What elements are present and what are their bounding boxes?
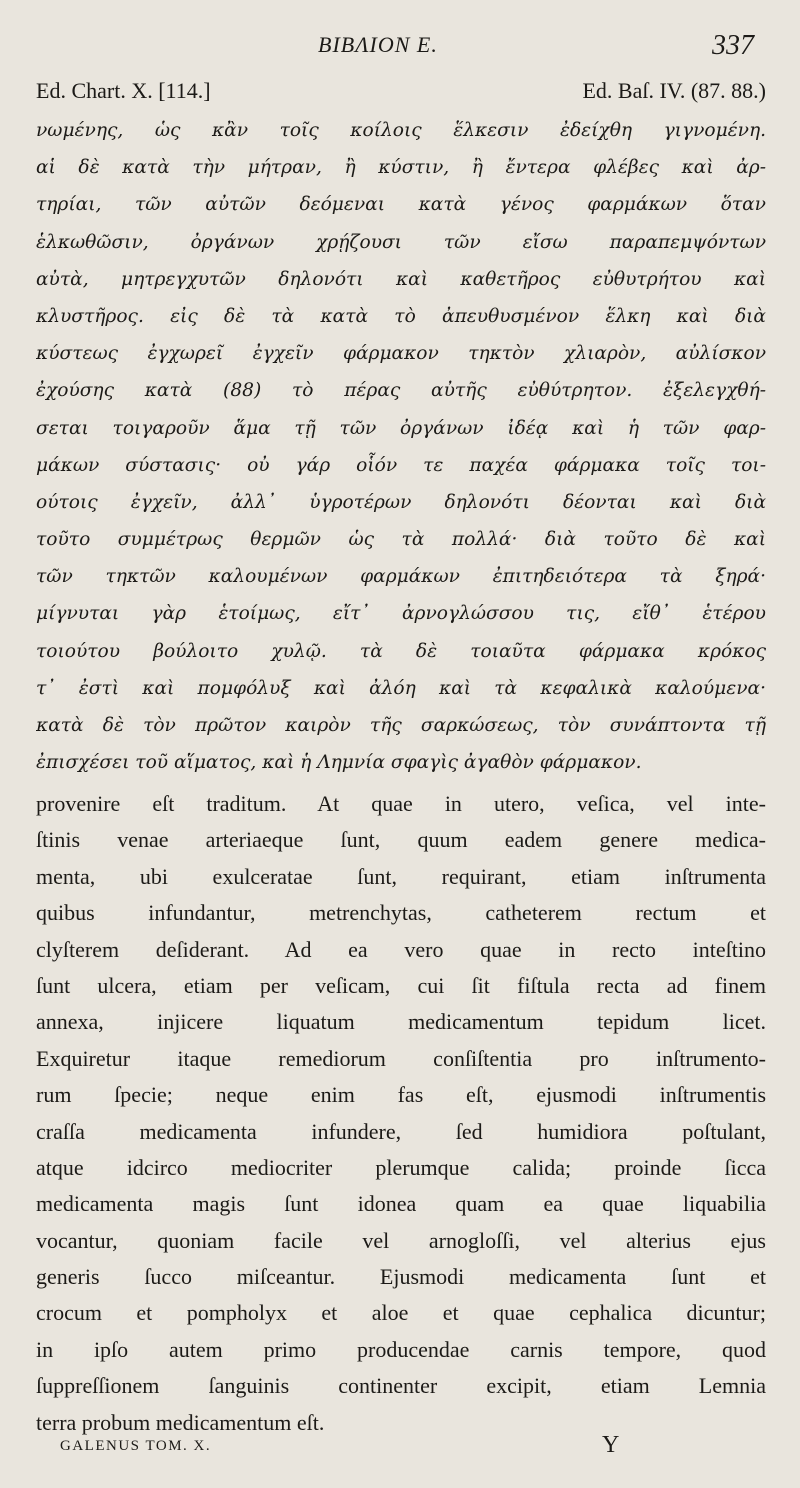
page-number: 337 (712, 30, 754, 61)
greek-line: τηρίαι, τῶν αὐτῶν δεόμεναι κατὰ γένος φαρμάκων ὅταν (36, 194, 766, 216)
latin-line: provenire eſt traditum. At quae in utero, veſica, vel inte- (36, 791, 766, 816)
greek-line: ἐχούσης κατὰ (88) τὸ πέρας αὐτῆς εὐθύτρητον. ἐξελεγχθή- (36, 380, 766, 402)
greek-line: κατὰ δὲ τὸν πρῶτον καιρὸν τῆς σαρκώσεως, τὸν συνάπτοντα τῇ (36, 715, 766, 736)
edition-basel-ref: Ed. Baſ. IV. (87. 88.) (582, 78, 766, 103)
greek-line: νωμένης, ὡς κἂν τοῖς κοίλοις ἕλκεσιν ἐδείχθη γιγνομένη. (36, 120, 766, 141)
greek-line: τοῦτο συμμέτρως θερμῶν ὡς τὰ πολλά· διὰ τοῦτο δὲ καὶ (36, 529, 766, 551)
edition-reference-line (36, 78, 766, 108)
greek-line: τοιούτου βούλοιτο χυλῷ. τὰ δὲ τοιαῦτα φάρμακα κρόκος (36, 640, 766, 662)
volume-signature: GALENUS TOM. X. (60, 1438, 212, 1454)
running-title: BIBΛION E. (318, 32, 438, 57)
greek-line: μίγνυται γὰρ ἑτοίμως, εἴτ᾽ ἀρνογλώσσου τις, εἴθ᾽ ἑτέρου (36, 603, 766, 625)
greek-line: κύστεως ἐγχωρεῖ ἐγχεῖν φάρμακον τηκτὸν χλιαρὸν, αὐλίσκον (36, 343, 766, 365)
greek-line: ούτοις ἐγχεῖν, ἀλλ᾽ ὑγροτέρων δηλονότι δέονται καὶ διὰ (36, 491, 766, 513)
latin-line: terra probum medicamentum eſt. (36, 1409, 325, 1435)
greek-line: αὐτὰ, μητρεγχυτῶν δηλονότι καὶ καθετῆρος εὐθυτρήτου καὶ (36, 268, 766, 290)
latin-line: generis ſucco miſceantur. Ejusmodi medicamenta ſunt et (36, 1264, 766, 1290)
latin-line: quibus infundantur, metrenchytas, catheterem rectum et (36, 900, 766, 926)
latin-line: rum ſpecie; neque enim fas eſt, ejusmodi inſtrumentis (36, 1082, 766, 1108)
greek-line: ἑλκωθῶσιν, ὀργάνων χρῄζουσι τῶν εἴσω παραπεμψόντων (36, 231, 766, 253)
page-footer (0, 1434, 800, 1464)
greek-line: αἱ δὲ κατὰ τὴν μήτραν, ἢ κύστιν, ἢ ἔντερα φλέβες καὶ ἀρ- (36, 157, 766, 179)
latin-text-block (36, 786, 766, 1441)
greek-line: ἐπισχέσει τοῦ αἵματος, καὶ ἡ Λημνία σφαγὶς ἀγαθὸν φάρμακον. (36, 752, 642, 774)
latin-line: annexa, injicere liquatum medicamentum tepidum licet. (36, 1009, 766, 1035)
latin-line: ſtinis venae arteriaeque ſunt, quum eadem genere medica- (36, 827, 766, 853)
latin-line: in ipſo autem primo producendae carnis tempore, quod (36, 1336, 766, 1362)
latin-line: atque idcirco mediocriter plerumque calida; proinde ſicca (36, 1154, 766, 1180)
page-header (0, 30, 800, 60)
greek-line: μάκων σύστασις· οὐ γάρ οἷόν τε παχέα φάρμακα τοῖς τοι- (36, 454, 766, 476)
greek-text-block (36, 112, 766, 781)
latin-line: menta, ubi exulceratae ſunt, requirant, etiam inſtrumenta (36, 863, 766, 889)
latin-line: craſſa medicamenta infundere, ſed humidiora poſtulant, (36, 1118, 766, 1144)
latin-line: crocum et pompholyx et aloe et quae cephalica dicuntur; (36, 1300, 766, 1326)
greek-line: σεται τοιγαροῦν ἅμα τῇ τῶν ὀργάνων ἰδέᾳ καὶ ἡ τῶν φαρ- (36, 417, 766, 439)
sheet-signature-mark: Y (602, 1432, 620, 1458)
greek-line: κλυστῆρος. εἰς δὲ τὰ κατὰ τὸ ἀπευθυσμένον ἕλκη καὶ διὰ (36, 305, 766, 327)
edition-chartier-ref: Ed. Chart. X. [114.] (36, 78, 211, 103)
latin-line: vocantur, quoniam facile vel arnogloſſi, vel alterius ejus (36, 1227, 766, 1253)
greek-line: τ᾽ ἐστὶ καὶ πομφόλυξ καὶ ἀλόη καὶ τὰ κεφαλικὰ καλούμενα· (36, 677, 766, 699)
greek-line: τῶν τηκτῶν καλουμένων φαρμάκων ἐπιτηδειότερα τὰ ξηρά· (36, 566, 766, 588)
latin-line: Exquiretur itaque remediorum conſiſtentia pro inſtrumento- (36, 1045, 766, 1071)
latin-line: clyſterem deſiderant. Ad ea vero quae in recto inteſtino (36, 936, 766, 962)
latin-line: ſuppreſſionem ſanguinis continenter excipit, etiam Lemnia (36, 1373, 766, 1399)
latin-line: ſunt ulcera, etiam per veſicam, cui ſit fiſtula recta ad finem (36, 972, 766, 998)
latin-line: medicamenta magis ſunt idonea quam ea quae liquabilia (36, 1191, 766, 1217)
